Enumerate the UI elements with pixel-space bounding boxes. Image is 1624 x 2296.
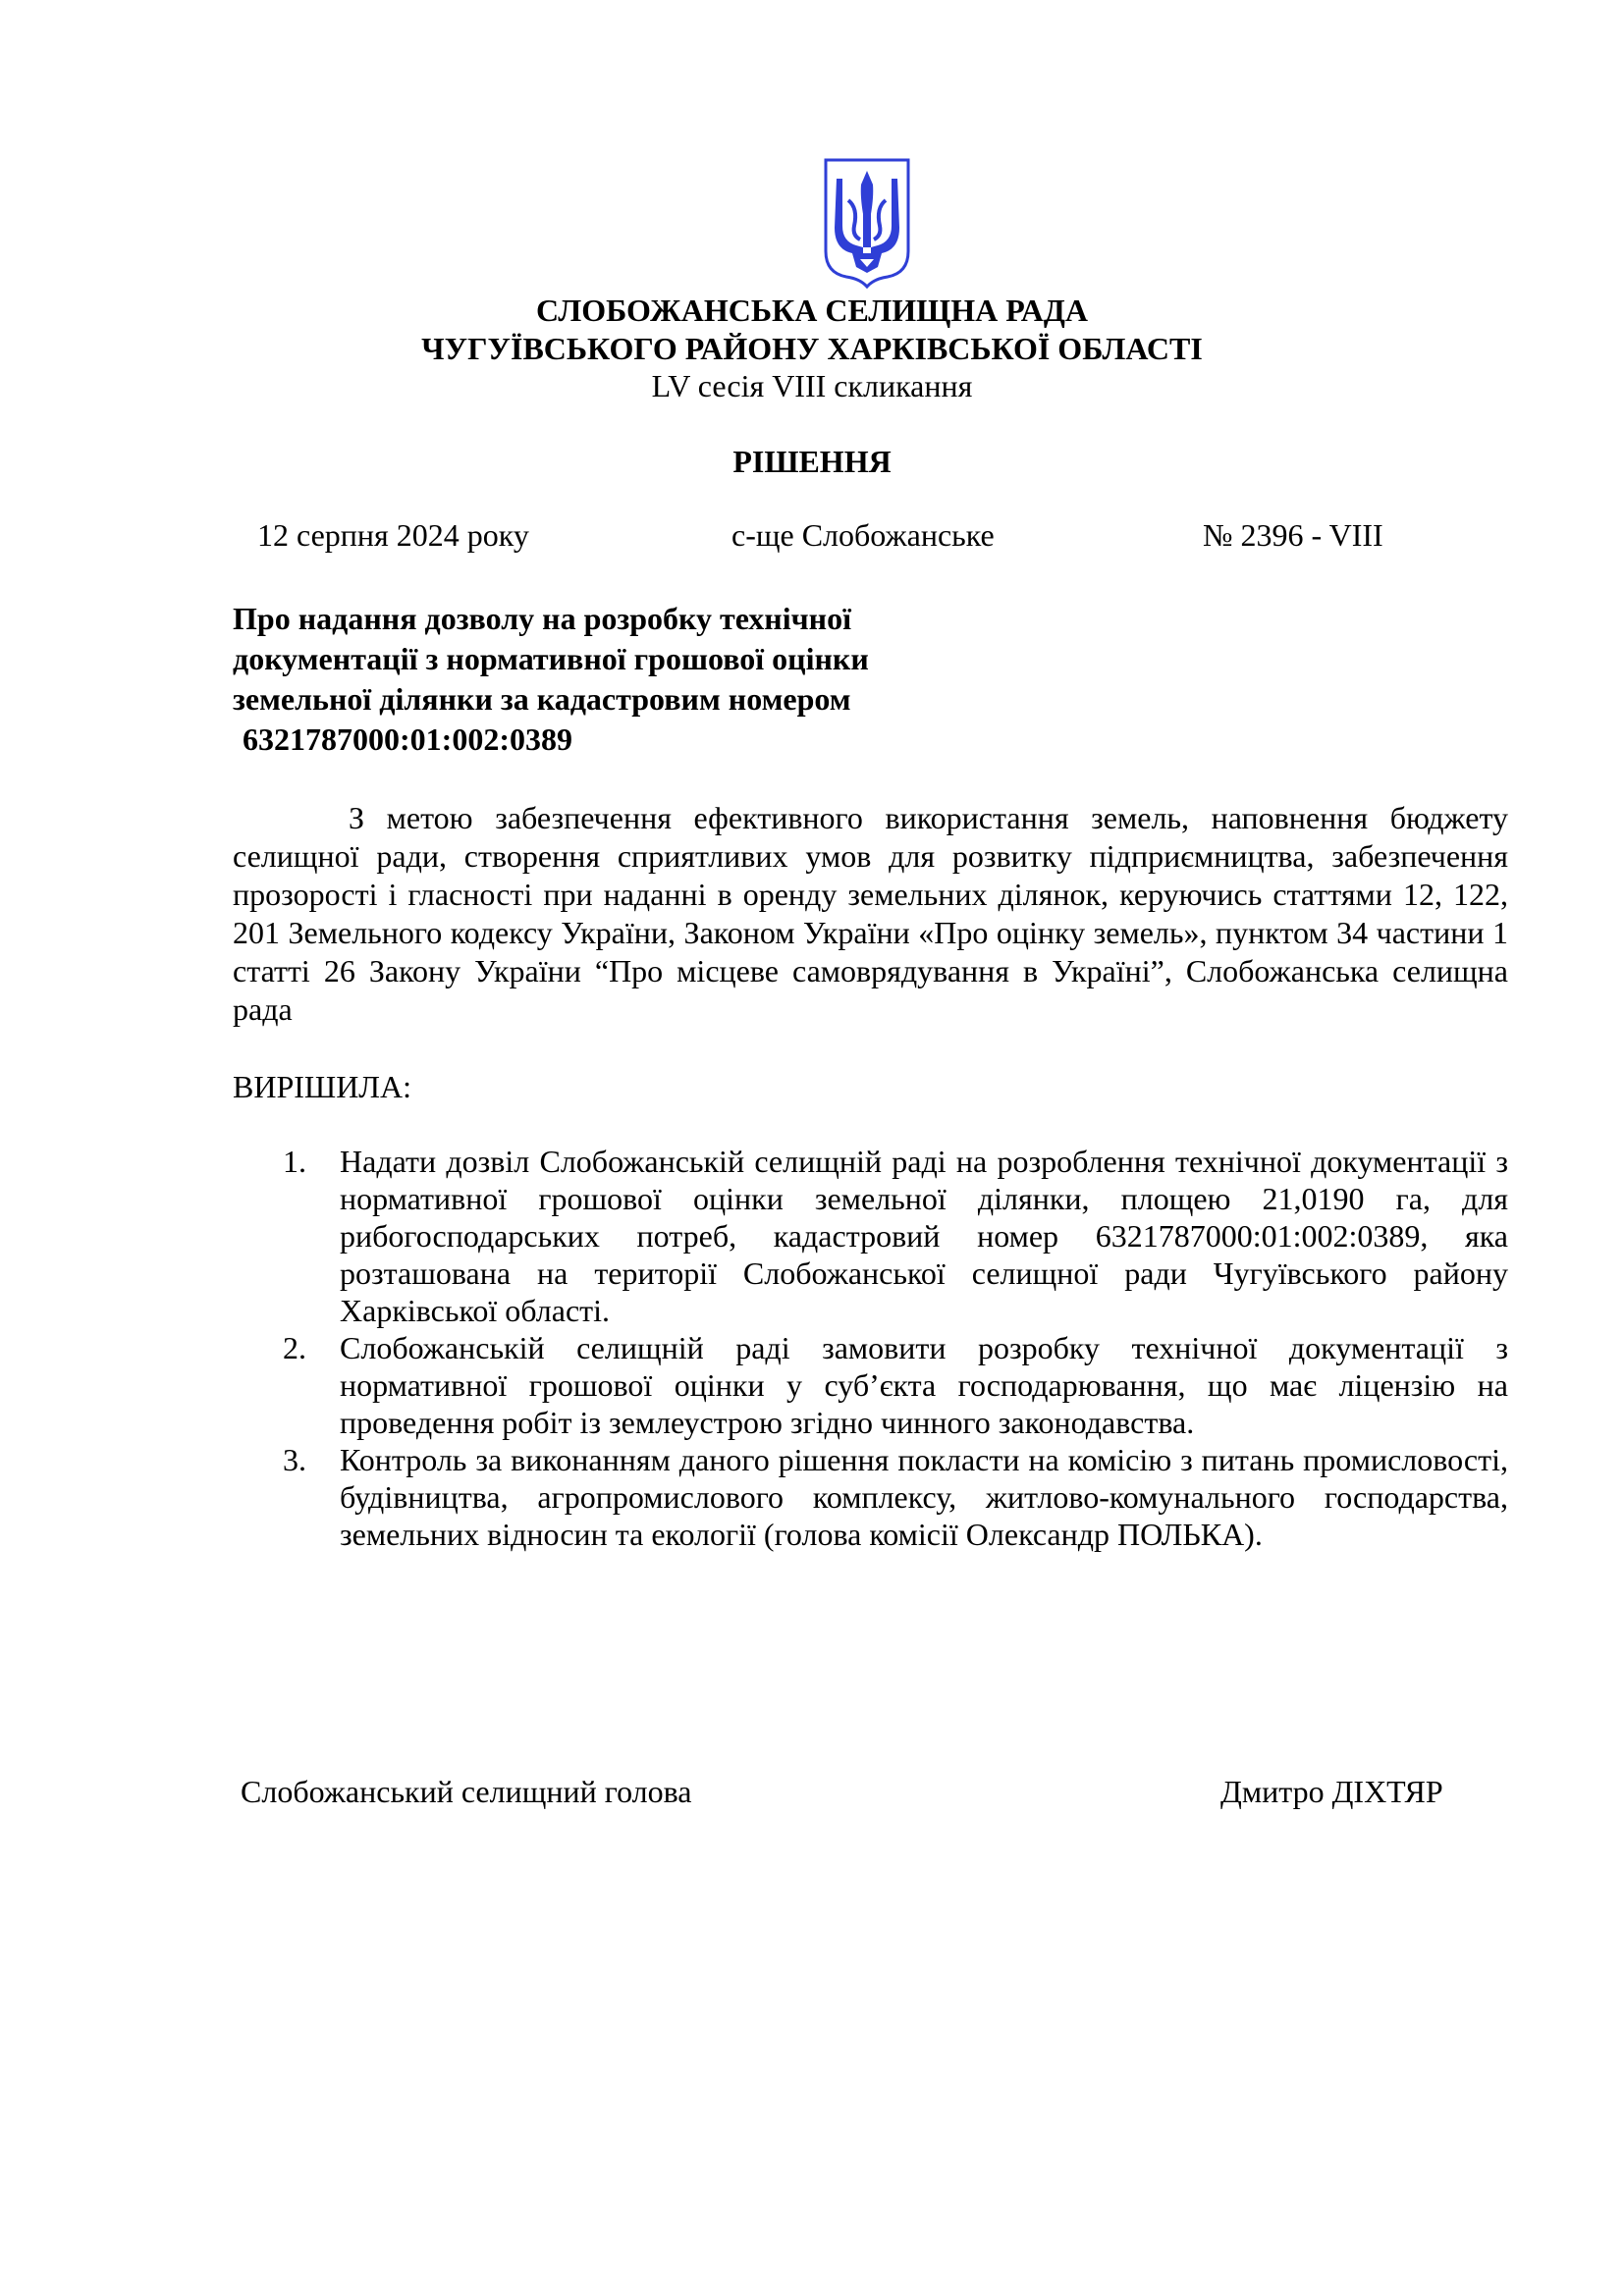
signatory-role: Слобожанський селищний голова (241, 1774, 692, 1809)
decision-items-list (283, 1143, 1508, 1553)
decided-heading: ВИРІШИЛА: (233, 1069, 411, 1104)
decision-item (283, 1329, 1508, 1441)
item-number: 3. (283, 1442, 306, 1477)
decision-date: 12 серпня 2024 року (257, 517, 529, 553)
decision-subject (233, 599, 979, 760)
session-info: LV сесія VIII скликання (651, 368, 973, 403)
signatory-name: Дмитро ДІХТЯР (1220, 1774, 1443, 1809)
decision-item (283, 1441, 1508, 1553)
subject-line: документації з нормативної грошової оцінки (233, 641, 869, 676)
district-name: ЧУГУЇВСЬКОГО РАЙОНУ ХАРКІВСЬКОЇ ОБЛАСТІ (421, 331, 1203, 366)
subject-line: Про надання дозволу на розробку технічної (233, 601, 851, 636)
cadastral-number: 6321787000:01:002:0389 (243, 721, 572, 757)
document-type-title: РІШЕННЯ (732, 444, 892, 479)
preamble-paragraph: З метою забезпечення ефективного використання земель, наповнення бюджету селищної ради, створення сприятливих умов для розвитку підприємництва, забезпечення прозорості і гласності при наданні в оренду земельних ділянок, керуючись статтями 12, 122, 201 Земельного кодексу України, Законом України «Про оцінку земель», пунктом 34 частини 1 статті 26 Закону України “Про місцеве самоврядування в Україні”, Слобожанська селищна рада (233, 800, 1508, 1027)
trident-icon (823, 157, 911, 289)
item-text: Слобожанській селищній раді замовити розробку технічної документації з нормативної грошової оцінки у суб’єкта господарювання, що має ліцензію на проведення робіт із землеустрою згідно чинного законодавства. (340, 1330, 1508, 1440)
decision-place: с-ще Слобожанське (731, 517, 995, 553)
item-number: 1. (283, 1144, 306, 1179)
item-text: Контроль за виконанням даного рішення покласти на комісію з питань промисловості, будівництва, агропромислового комплексу, житлово-комунального господарства, земельних відносин та екології (голова комісії Олександр ПОЛЬКА). (340, 1442, 1508, 1552)
subject-line: земельної ділянки за кадастровим номером (233, 681, 851, 717)
item-number: 2. (283, 1330, 306, 1365)
decision-number: № 2396 - VIII (1203, 517, 1383, 553)
council-name: СЛОБОЖАНСЬКА СЕЛИЩНА РАДА (536, 293, 1088, 328)
item-text: Надати дозвіл Слобожанській селищній раді на розроблення технічної документації з нормативної грошової оцінки земельної ділянки, площею 21,0190 га, для рибогосподарських потреб, кадастровий номер 6321787000:01:002:0389, яка розташована на території Слобожанської селищної ради Чугуївського району Харківської області. (340, 1144, 1508, 1328)
decision-item (283, 1143, 1508, 1329)
